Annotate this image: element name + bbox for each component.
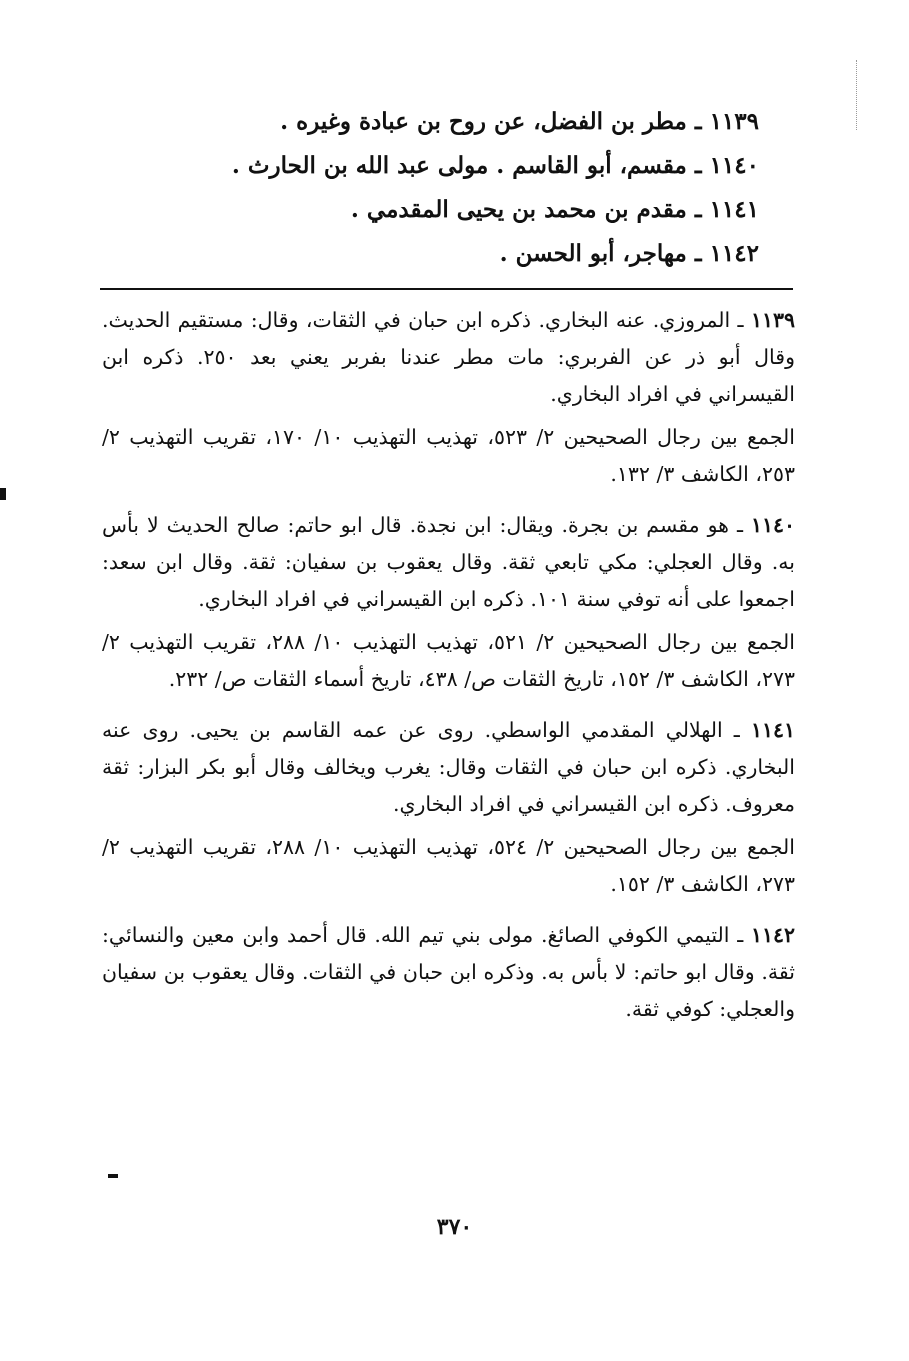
footnote-1140-references: الجمع بين رجال الصحيحين ٢/ ٥٢١، تهذيب التهذيب ١٠/ ٢٨٨، تقريب التهذيب ٢/ ٢٧٣، الكاشف ٣/ ١٥٢، تاريخ الثقات ص/ ٤٣٨، تاريخ أسماء الثقات ص/ ٢٣٢. <box>102 630 795 691</box>
narrator-entry: ١١٤٠ ـ مقسم، أبو القاسم . مولى عبد الله بن الحارث . <box>231 152 759 179</box>
scan-edge-dots <box>856 60 859 130</box>
footnote-divider <box>100 288 793 290</box>
narrator-entry: ١١٣٩ ـ مطر بن الفضل، عن روح بن عبادة وغيره . <box>280 108 759 135</box>
footnote-1142-text <box>102 917 795 1028</box>
footnote-1141-text <box>102 712 795 823</box>
narrator-entry: ١١٤٢ ـ مهاجر، أبو الحسن . <box>499 240 759 267</box>
narrator-entry: ١١٤١ ـ مقدم بن محمد بن يحيى المقدمي . <box>350 196 759 223</box>
footnote-body: ـ الهلالي المقدمي الواسطي. روى عن عمه القاسم بن يحيى. روى عنه البخاري. ذكره ابن حبان في الثقات وقال: يغرب ويخالف وقال أبو بكر البزار: ثقة معروف. ذكره ابن القيسراني في افراد البخاري. <box>102 718 795 816</box>
footnotes <box>102 302 795 1028</box>
narrator-list <box>231 100 759 276</box>
footnote-number: ١١٤٠ <box>750 513 795 537</box>
footnote-number: ١١٤٢ <box>750 923 795 947</box>
footnote-1139-references: الجمع بين رجال الصحيحين ٢/ ٥٢٣، تهذيب التهذيب ١٠/ ١٧٠، تقريب التهذيب ٢/ ٢٥٣، الكاشف ٣/ ١٣٢. <box>102 425 795 486</box>
footnote-1139-text <box>102 302 795 413</box>
page-number: ٣٧٠ <box>436 1214 473 1240</box>
margin-mark <box>108 1174 118 1178</box>
footnote-number: ١١٤١ <box>750 718 795 742</box>
footnote-body: ـ التيمي الكوفي الصائغ. مولى بني تيم الله. قال أحمد وابن معين والنسائي: ثقة. وقال ابو حاتم: لا بأس به. وذكره ابن حبان في الثقات. وقال يعقوب بن سفيان والعجلي: كوفي ثقة. <box>102 923 795 1021</box>
footnote-1141-references: الجمع بين رجال الصحيحين ٢/ ٥٢٤، تهذيب التهذيب ١٠/ ٢٨٨، تقريب التهذيب ٢/ ٢٧٣، الكاشف ٣/ ١٥٢. <box>102 835 795 896</box>
footnote-body: ـ المروزي. عنه البخاري. ذكره ابن حبان في الثقات، وقال: مستقيم الحديث. وقال أبو ذر عن الفربري: مات مطر عندنا بفربر يعني بعد ٢٥٠. ذكره ابن القيسراني في افراد البخاري. <box>102 308 795 406</box>
scan-edge-mark <box>0 488 6 500</box>
footnote-body: ـ هو مقسم بن بجرة. ويقال: ابن نجدة. قال ابو حاتم: صالح الحديث لا بأس به. وقال العجلي: مكي تابعي ثقة. وقال يعقوب بن سفيان: ثقة. وقال ابن سعد: اجمعوا على أنه توفي سنة ١٠١. ذكره ابن القيسراني في افراد البخاري. <box>102 513 795 611</box>
footnote-1140-text <box>102 507 795 618</box>
footnote-number: ١١٣٩ <box>750 308 795 332</box>
